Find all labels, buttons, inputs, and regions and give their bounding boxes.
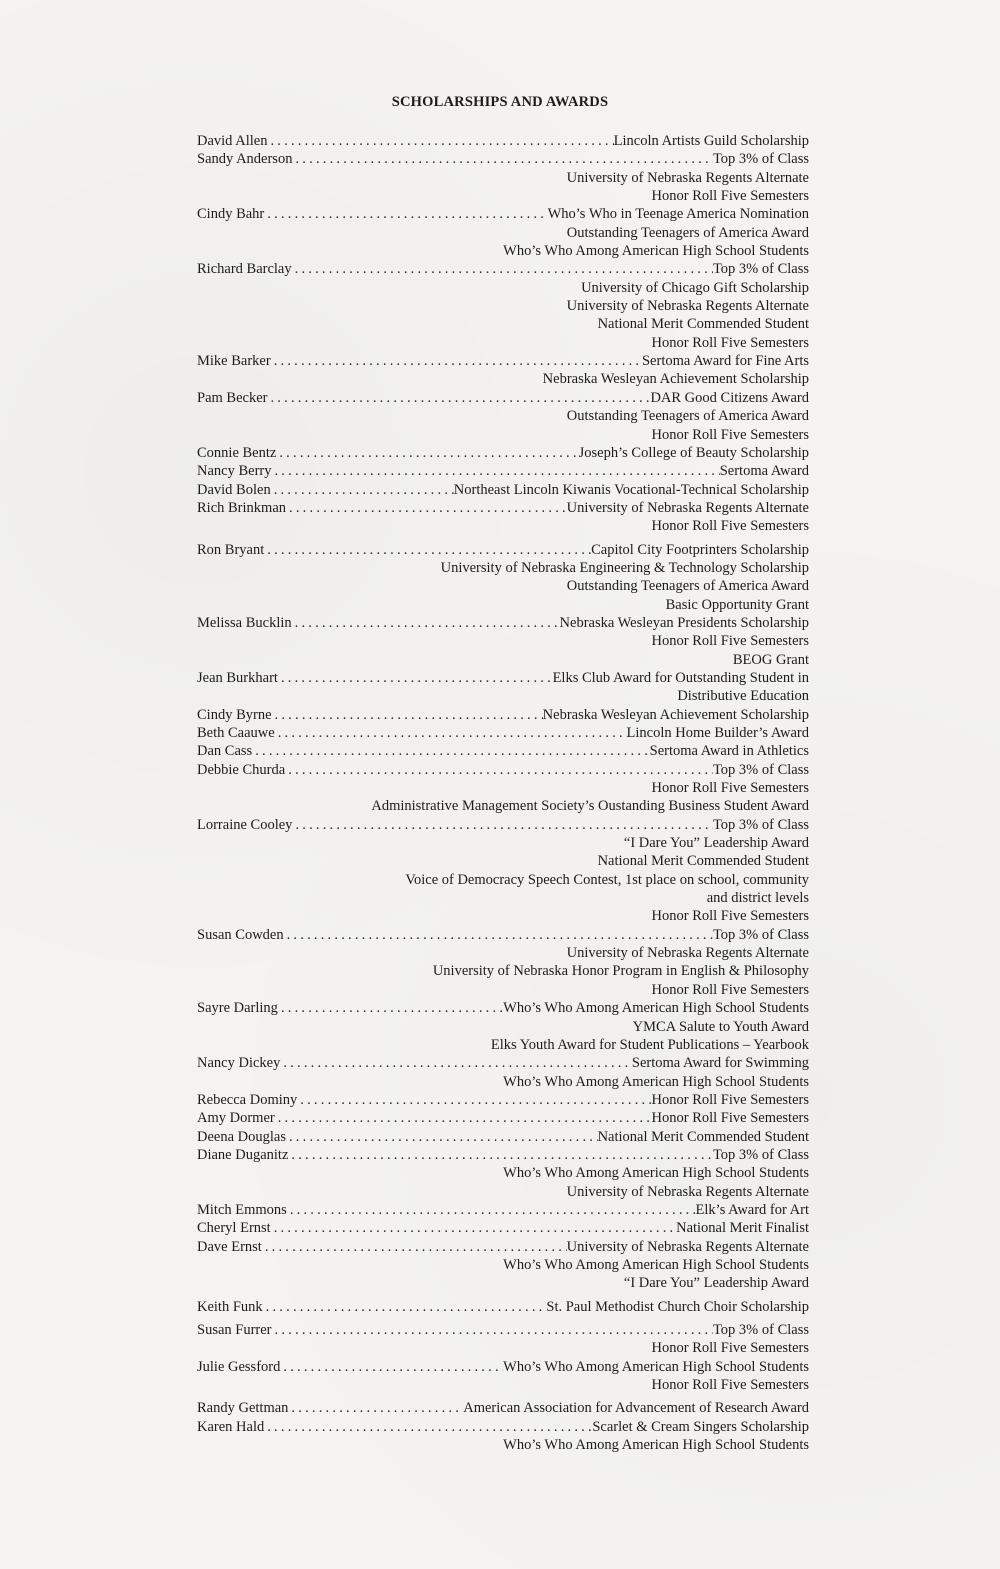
- award-continuation: [197, 242, 809, 260]
- list-item: [197, 499, 809, 517]
- award-text: Honor Roll Five Semesters: [651, 426, 809, 443]
- list-item: [197, 1091, 809, 1109]
- award-continuation: [197, 224, 809, 242]
- award-text: Basic Opportunity Grant: [665, 596, 809, 613]
- award-continuation: [197, 852, 809, 870]
- dot-leader: [297, 1091, 651, 1109]
- award-text: BEOG Grant: [732, 651, 809, 668]
- award-text: Top 3% of Class: [712, 1322, 809, 1338]
- award-text: Lincoln Artists Guild Scholarship: [613, 133, 809, 149]
- award-text: National Merit Commended Student: [597, 853, 809, 870]
- award-text: National Merit Commended Student: [597, 316, 809, 333]
- award-text: University of Nebraska Regents Alternate: [566, 298, 809, 315]
- dot-leader: [271, 481, 454, 499]
- award-text: YMCA Salute to Youth Award: [632, 1018, 809, 1035]
- student-name: Dave Ernst: [197, 1238, 262, 1255]
- award-text: University of Nebraska Regents Alternate: [566, 1183, 809, 1200]
- award-text: Elks Club Award for Outstanding Student in: [552, 669, 809, 686]
- award-text: and district levels: [706, 890, 809, 907]
- dot-leader: [292, 816, 713, 834]
- award-text: Voice of Democracy Speech Contest, 1st place on school, community: [405, 871, 809, 888]
- list-item: [197, 150, 809, 168]
- dot-leader: [271, 1219, 676, 1237]
- list-item: [197, 1238, 809, 1256]
- award-text: Sertoma Award in Athletics: [649, 743, 809, 760]
- list-item: [197, 462, 809, 480]
- list-item: [197, 389, 809, 407]
- award-text: Outstanding Teenagers of America Award: [566, 408, 809, 425]
- award-text: Northeast Lincoln Kiwanis Vocational-Technical Scholarship: [453, 481, 809, 498]
- award-continuation: [197, 687, 809, 705]
- award-text: Administrative Management Society’s Oustanding Business Student Award: [371, 798, 809, 815]
- award-text: Who’s Who in Teenage America Nomination: [547, 206, 809, 223]
- award-continuation: [197, 1036, 809, 1054]
- list-item: [197, 1321, 809, 1339]
- list-item: [197, 1109, 809, 1127]
- student-name: Dan Cass: [197, 743, 253, 760]
- award-text: Top 3% of Class: [712, 261, 809, 278]
- list-item: [197, 132, 809, 150]
- award-continuation: [197, 834, 809, 852]
- student-name: Deena Douglas: [197, 1128, 286, 1145]
- award-text: Outstanding Teenagers of America Award: [566, 578, 809, 595]
- student-name: Beth Caauwe: [197, 725, 275, 741]
- list-item: [197, 1146, 809, 1164]
- dot-leader: [263, 1298, 547, 1316]
- dot-leader: [284, 926, 713, 944]
- award-continuation: [197, 279, 809, 297]
- award-text: Capitol City Footprinters Scholarship: [591, 541, 809, 558]
- award-text: Who’s Who Among American High School Students: [503, 1358, 809, 1375]
- award-continuation: [197, 315, 809, 333]
- dot-leader: [275, 1109, 652, 1127]
- list-item: [197, 260, 809, 278]
- dot-leader: [288, 1146, 713, 1164]
- dot-leader: [276, 444, 578, 462]
- student-name: Nancy Dickey: [197, 1055, 281, 1072]
- list-item: [197, 1128, 809, 1146]
- award-text: Outstanding Teenagers of America Award: [566, 224, 809, 241]
- awards-list: [197, 132, 809, 1454]
- award-text: University of Nebraska Engineering & Technology Scholarship: [440, 559, 809, 576]
- award-continuation: [197, 944, 809, 962]
- list-item: [197, 205, 809, 223]
- student-name: Richard Barclay: [197, 261, 292, 278]
- award-text: Top 3% of Class: [712, 761, 809, 778]
- award-text: Who’s Who Among American High School Students: [503, 1165, 809, 1182]
- award-text: Nebraska Wesleyan Presidents Scholarship: [559, 614, 809, 631]
- award-continuation: [197, 297, 809, 315]
- award-text: University of Nebraska Regents Alternate: [566, 945, 809, 962]
- award-text: National Merit Finalist: [676, 1220, 809, 1237]
- award-text: University of Nebraska Regents Alternate: [566, 169, 809, 186]
- list-item: [197, 742, 809, 760]
- award-text: “I Dare You” Leadership Award: [623, 1275, 809, 1292]
- list-item: [197, 1399, 809, 1417]
- dot-leader: [288, 1399, 463, 1417]
- award-text: Top 3% of Class: [712, 151, 809, 168]
- award-text: University of Chicago Gift Scholarship: [581, 279, 809, 296]
- list-item: [197, 1358, 809, 1376]
- award-text: Lincoln Home Builder’s Award: [626, 725, 809, 741]
- award-continuation: [197, 1073, 809, 1091]
- dot-leader: [252, 742, 649, 760]
- student-name: Nancy Berry: [197, 463, 272, 480]
- award-text: Honor Roll Five Semesters: [651, 1110, 809, 1127]
- award-text: Top 3% of Class: [712, 1146, 809, 1163]
- award-text: Honor Roll Five Semesters: [651, 188, 809, 205]
- dot-leader: [287, 1201, 696, 1219]
- student-name: Randy Gettman: [197, 1400, 289, 1417]
- dot-leader: [262, 1238, 567, 1256]
- award-continuation: [197, 1339, 809, 1357]
- student-name: Pam Becker: [197, 389, 268, 406]
- award-continuation: [197, 426, 809, 444]
- dot-leader: [275, 724, 627, 742]
- student-name: Mitch Emmons: [197, 1201, 287, 1218]
- award-continuation: [197, 370, 809, 388]
- dot-leader: [264, 1418, 592, 1436]
- award-text: Honor Roll Five Semesters: [651, 908, 809, 925]
- dot-leader: [286, 499, 567, 517]
- student-name: Amy Dormer: [197, 1110, 275, 1127]
- award-text: Honor Roll Five Semesters: [651, 981, 809, 998]
- dot-leader: [286, 1128, 598, 1146]
- student-name: Susan Cowden: [197, 926, 284, 943]
- award-continuation: [197, 517, 809, 535]
- list-item: [197, 1219, 809, 1237]
- dot-leader: [285, 761, 713, 779]
- list-item: [197, 614, 809, 632]
- award-text: Who’s Who Among American High School Students: [503, 1073, 809, 1090]
- award-continuation: [197, 407, 809, 425]
- award-text: DAR Good Citizens Award: [650, 389, 809, 406]
- student-name: Cheryl Ernst: [197, 1220, 271, 1237]
- student-name: Jean Burkhart: [197, 669, 278, 686]
- student-name: Rebecca Dominy: [197, 1091, 298, 1108]
- award-text: Honor Roll Five Semesters: [651, 334, 809, 351]
- award-continuation: [197, 889, 809, 907]
- award-text: Honor Roll Five Semesters: [651, 633, 809, 650]
- award-text: Top 3% of Class: [712, 816, 809, 833]
- student-name: Rich Brinkman: [197, 499, 287, 516]
- student-name: Lorraine Cooley: [197, 816, 293, 833]
- dot-leader: [292, 614, 560, 632]
- award-continuation: [197, 187, 809, 205]
- award-text: Nebraska Wesleyan Achievement Scholarship: [542, 371, 809, 388]
- award-continuation: [197, 1436, 809, 1454]
- list-item: [197, 1418, 809, 1436]
- award-continuation: [197, 559, 809, 577]
- award-text: University of Nebraska Honor Program in English & Philosophy: [432, 963, 809, 980]
- award-text: National Merit Commended Student: [597, 1128, 809, 1145]
- award-text: “I Dare You” Leadership Award: [623, 835, 809, 852]
- award-text: Distributive Education: [677, 688, 809, 705]
- student-name: Sandy Anderson: [197, 151, 293, 168]
- student-name: Cindy Bahr: [197, 206, 265, 223]
- list-item: [197, 724, 809, 742]
- dot-leader: [272, 1321, 713, 1339]
- list-item: [197, 1054, 809, 1072]
- award-continuation: [197, 907, 809, 925]
- award-continuation: [197, 871, 809, 889]
- award-continuation: [197, 797, 809, 815]
- dot-leader: [264, 205, 547, 223]
- dot-leader: [292, 150, 712, 168]
- award-continuation: [197, 169, 809, 187]
- student-name: Debbie Churda: [197, 761, 286, 778]
- award-continuation: [197, 651, 809, 669]
- award-continuation: [197, 779, 809, 797]
- dot-leader: [280, 1358, 503, 1376]
- award-text: Honor Roll Five Semesters: [651, 1340, 809, 1357]
- award-text: Who’s Who Among American High School Students: [503, 1256, 809, 1273]
- award-continuation: [197, 962, 809, 980]
- list-item: [197, 541, 809, 559]
- student-name: David Bolen: [197, 481, 271, 498]
- dot-leader: [264, 541, 591, 559]
- list-item: [197, 669, 809, 687]
- award-continuation: [197, 1274, 809, 1292]
- award-continuation: [197, 1183, 809, 1201]
- award-text: Elk’s Award for Art: [695, 1201, 809, 1218]
- dot-leader: [278, 999, 503, 1017]
- award-text: Nebraska Wesleyan Achievement Scholarship: [542, 706, 809, 723]
- award-continuation: [197, 632, 809, 650]
- list-item: [197, 352, 809, 370]
- award-text: Who’s Who Among American High School Students: [503, 243, 809, 260]
- award-text: Elks Youth Award for Student Publications – Yearbook: [490, 1036, 809, 1053]
- student-name: Mike Barker: [197, 353, 271, 370]
- dot-leader: [271, 352, 642, 370]
- dot-leader: [271, 462, 719, 480]
- award-text: University of Nebraska Regents Alternate: [566, 1238, 809, 1255]
- student-name: Ron Bryant: [197, 541, 265, 558]
- student-name: Keith Funk: [197, 1298, 263, 1315]
- page-title: SCHOLARSHIPS AND AWARDS: [391, 94, 609, 110]
- student-name: Julie Gessford: [197, 1358, 281, 1375]
- dot-leader: [267, 389, 650, 407]
- list-item: [197, 926, 809, 944]
- dot-leader: [292, 260, 713, 278]
- award-continuation: [197, 981, 809, 999]
- award-text: Honor Roll Five Semesters: [651, 1377, 809, 1394]
- list-item: [197, 1201, 809, 1219]
- award-continuation: [197, 334, 809, 352]
- award-text: St. Paul Methodist Church Choir Scholarship: [546, 1298, 809, 1315]
- student-name: Connie Bentz: [197, 444, 277, 461]
- award-continuation: [197, 596, 809, 614]
- list-item: [197, 999, 809, 1017]
- award-continuation: [197, 1018, 809, 1036]
- student-name: Diane Duganitz: [197, 1146, 289, 1163]
- list-item: [197, 444, 809, 462]
- list-item: [197, 816, 809, 834]
- dot-leader: [278, 669, 553, 687]
- award-text: Who’s Who Among American High School Students: [503, 1000, 809, 1017]
- student-name: Cindy Byrne: [197, 706, 272, 723]
- award-text: Honor Roll Five Semesters: [651, 518, 809, 535]
- list-item: [197, 706, 809, 724]
- award-text: Honor Roll Five Semesters: [651, 1091, 809, 1108]
- award-continuation: [197, 1256, 809, 1274]
- award-text: Who’s Who Among American High School Students: [503, 1437, 809, 1454]
- award-text: Sertoma Award: [719, 463, 809, 480]
- award-text: Top 3% of Class: [712, 926, 809, 943]
- award-continuation: [197, 1164, 809, 1182]
- award-text: Sertoma Award for Fine Arts: [641, 353, 809, 370]
- dot-leader: [280, 1054, 632, 1072]
- list-item: [197, 761, 809, 779]
- dot-leader: [272, 706, 543, 724]
- student-name: David Allen: [197, 133, 268, 149]
- list-item: [197, 1298, 809, 1316]
- student-name: Karen Hald: [197, 1418, 265, 1435]
- award-text: Honor Roll Five Semesters: [651, 780, 809, 797]
- award-continuation: [197, 577, 809, 595]
- student-name: Sayre Darling: [197, 1000, 278, 1017]
- award-text: Joseph’s College of Beauty Scholarship: [578, 444, 809, 461]
- list-item: [197, 481, 809, 499]
- award-text: American Association for Advancement of Research Award: [463, 1400, 809, 1417]
- award-text: Sertoma Award for Swimming: [631, 1055, 809, 1072]
- student-name: Susan Furrer: [197, 1322, 272, 1338]
- award-continuation: [197, 1376, 809, 1394]
- dot-leader: [267, 132, 613, 150]
- award-text: University of Nebraska Regents Alternate: [566, 499, 809, 516]
- student-name: Melissa Bucklin: [197, 614, 292, 631]
- award-text: Scarlet & Cream Singers Scholarship: [592, 1418, 809, 1435]
